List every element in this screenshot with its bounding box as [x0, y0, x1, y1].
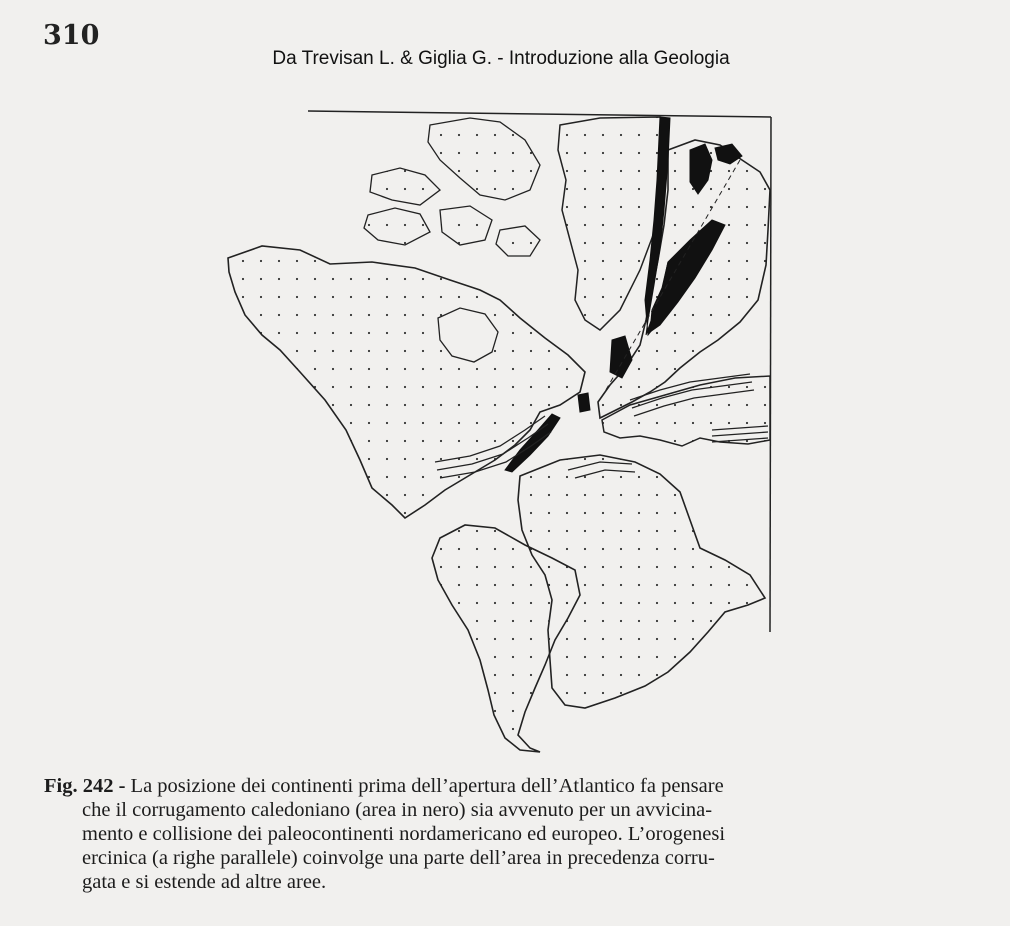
caption-line: ercinica (a righe parallele) coinvolge una parte dell’area in precedenza corru- — [82, 847, 715, 869]
source-note: Da Trevisan L. & Giglia G. - Introduzione alla Geologia — [272, 48, 730, 69]
figure-caption — [44, 774, 960, 894]
caption-line: che il corrugamento caledoniano (area in nero) sia avvenuto per un avvicina- — [82, 799, 713, 821]
caption-first-line: Fig. 242 - La posizione dei continenti prima dell’apertura dell’Atlantico fa pensare — [44, 775, 724, 797]
arctic-islands — [364, 118, 540, 256]
caption-line: gata e si estende ad altre aree. — [82, 871, 327, 893]
caption-line: mento e collisione dei paleocontinenti nordamericano ed europeo. L’orogenesi — [82, 823, 726, 845]
figure-label: Fig. 242 - — [44, 775, 126, 797]
page-number: 310 — [43, 20, 100, 51]
